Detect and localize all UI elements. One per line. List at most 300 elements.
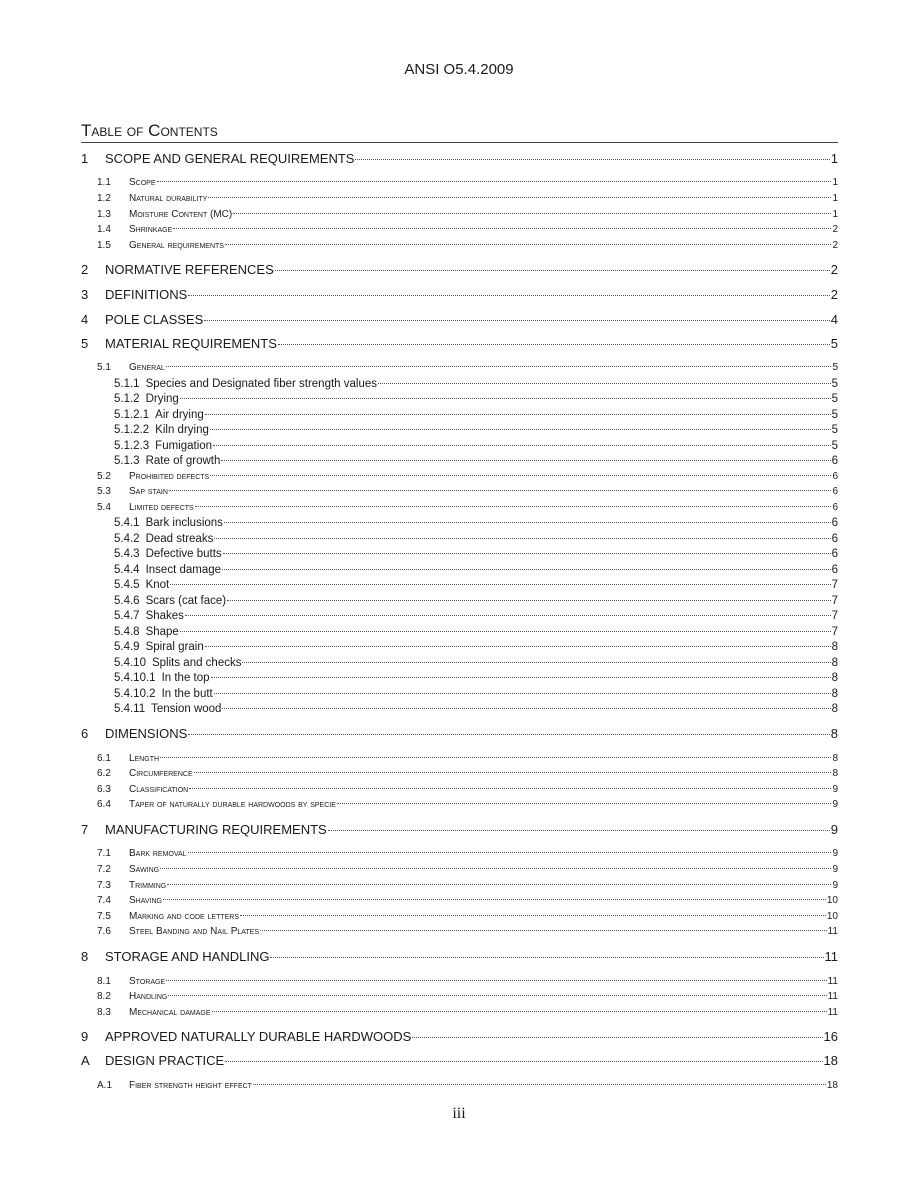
toc-dot-leader xyxy=(205,646,831,647)
toc-dot-leader xyxy=(223,553,831,554)
toc-entry-label xyxy=(114,593,226,609)
toc-entry-page: 8 xyxy=(831,688,838,700)
toc-entry-page: 6 xyxy=(831,564,838,576)
toc-entry-page: 8 xyxy=(832,768,838,779)
toc-entry-page: 10 xyxy=(826,895,838,906)
toc-entry-page: 7 xyxy=(831,626,838,638)
toc-entry-text: In the butt xyxy=(161,688,213,700)
toc-entry-page: 1 xyxy=(832,177,838,188)
toc-entry[interactable] xyxy=(81,336,838,352)
toc-entry[interactable] xyxy=(114,670,838,686)
toc-entry-page: 5 xyxy=(831,440,838,452)
toc-dot-leader xyxy=(205,414,831,415)
toc-entry-label xyxy=(97,191,207,207)
toc-entry-label xyxy=(97,222,172,238)
toc-entry-number: 8.3 xyxy=(97,1007,111,1018)
toc-entry-text: Scope xyxy=(129,177,156,188)
toc-entry[interactable] xyxy=(114,407,838,423)
toc-entry-text: NORMATIVE REFERENCES xyxy=(105,262,274,277)
toc-entry-text: Marking and code letters xyxy=(129,911,240,922)
toc-entry[interactable] xyxy=(97,191,838,207)
toc-entry-number: 5.4.8 xyxy=(114,626,140,638)
toc-entry[interactable] xyxy=(114,686,838,702)
toc-entry-text: Shaving xyxy=(129,895,162,906)
toc-dot-leader xyxy=(204,320,829,321)
toc-dot-leader xyxy=(195,506,832,507)
toc-entry-page: 7 xyxy=(831,595,838,607)
toc-entry-number: 5.4.6 xyxy=(114,595,140,607)
toc-entry-label xyxy=(114,686,213,702)
toc-dot-leader xyxy=(167,884,831,885)
toc-entry-text: Shakes xyxy=(145,610,184,622)
toc-entry-page: 11 xyxy=(827,976,838,987)
toc-dot-leader xyxy=(189,788,831,789)
toc-entry-page: 7 xyxy=(831,610,838,622)
toc-dot-leader xyxy=(212,1011,827,1012)
toc-entry-number: 5.1.3 xyxy=(114,455,140,467)
toc-dot-leader xyxy=(169,490,832,491)
toc-entry[interactable] xyxy=(97,1078,838,1094)
toc-entry-page: 5 xyxy=(831,378,838,390)
toc-entry-text: Limited defects xyxy=(129,502,194,513)
toc-entry-number: 7.2 xyxy=(97,864,111,875)
toc-entry-page: 9 xyxy=(832,880,838,891)
toc-entry[interactable] xyxy=(97,766,838,782)
toc-entry[interactable] xyxy=(114,546,838,562)
toc-entry[interactable] xyxy=(114,531,838,547)
document-header: ANSI O5.4.2009 xyxy=(404,61,514,78)
toc-entry-page: 8 xyxy=(830,726,838,741)
toc-entry-page: 6 xyxy=(831,548,838,560)
toc-dot-leader xyxy=(157,181,832,182)
toc-entry[interactable] xyxy=(81,287,838,303)
toc-entry-text: Spiral grain xyxy=(145,641,204,653)
toc-dot-leader xyxy=(213,445,831,446)
toc-entry-page: 8 xyxy=(831,641,838,653)
toc-entry-label xyxy=(114,670,210,686)
toc-entry-text: SCOPE AND GENERAL REQUIREMENTS xyxy=(105,151,355,166)
toc-entry[interactable] xyxy=(97,360,838,376)
toc-entry-label xyxy=(81,822,327,838)
toc-entry-label xyxy=(97,846,187,862)
toc-entry-number: 5.4.10.2 xyxy=(114,688,156,700)
toc-entry-label xyxy=(97,974,165,990)
toc-dot-leader xyxy=(185,615,831,616)
toc-entry-text: Sap stain xyxy=(129,486,168,497)
toc-entry[interactable] xyxy=(97,862,838,878)
toc-entry-number: 6.1 xyxy=(97,753,111,764)
toc-entry-page: 9 xyxy=(832,784,838,795)
toc-entry-label xyxy=(97,782,188,798)
toc-entry[interactable] xyxy=(114,655,838,671)
toc-entry-number: 5.4.11 xyxy=(114,703,146,715)
toc-entry-page: 6 xyxy=(832,502,838,513)
toc-entry-number: A xyxy=(81,1053,90,1068)
toc-entry-number: 1.3 xyxy=(97,209,111,220)
toc-entry-label xyxy=(114,422,209,438)
toc-entry-page: 5 xyxy=(832,362,838,373)
toc-entry[interactable] xyxy=(97,175,838,191)
toc-entry-number: 1.2 xyxy=(97,193,111,204)
toc-entry[interactable] xyxy=(114,608,838,624)
toc-entry-text: Species and Designated fiber strength values xyxy=(145,378,377,390)
toc-entry[interactable] xyxy=(81,726,838,742)
toc-dot-leader xyxy=(211,677,831,678)
toc-entry-text: Natural durability xyxy=(129,193,208,204)
toc-entry[interactable] xyxy=(114,438,838,454)
toc-entry-text: Insect damage xyxy=(145,564,222,576)
toc-entry-text: Storage xyxy=(129,976,166,987)
toc-title: Table of Contents xyxy=(81,121,218,140)
toc-entry-page: 18 xyxy=(823,1053,838,1068)
toc-entry[interactable] xyxy=(97,222,838,238)
toc-entry[interactable] xyxy=(81,822,838,838)
toc-entry-page: 5 xyxy=(831,409,838,421)
toc-entry-number: 5.1.2.2 xyxy=(114,424,150,436)
toc-entry-text: In the top xyxy=(161,672,210,684)
toc-entry-label xyxy=(114,438,212,454)
toc-entry-number: 5.4.1 xyxy=(114,517,140,529)
toc-entry-page: 2 xyxy=(830,262,838,277)
toc-entry-page: 11 xyxy=(827,926,838,937)
toc-entry-label xyxy=(114,546,222,562)
toc-entry-page: 10 xyxy=(826,911,838,922)
toc-entry-text: Sawing xyxy=(129,864,160,875)
toc-dot-leader xyxy=(180,631,831,632)
toc-entry[interactable] xyxy=(81,151,838,167)
toc-entry-label xyxy=(97,1005,211,1021)
toc-entry-number: 2 xyxy=(81,262,89,277)
toc-entry-text: Handling xyxy=(129,991,168,1002)
toc-entry-label xyxy=(97,766,193,782)
toc-entry-text: General xyxy=(129,362,165,373)
toc-entry-page: 11 xyxy=(827,991,838,1002)
toc-dot-leader xyxy=(160,868,831,869)
toc-entry[interactable] xyxy=(81,312,838,328)
toc-entry-page: 5 xyxy=(831,424,838,436)
toc-entry-page: 9 xyxy=(832,799,838,810)
toc-entry-label xyxy=(97,360,165,376)
toc-entry-text: Kiln drying xyxy=(155,424,209,436)
toc-entry-number: 1 xyxy=(81,151,89,166)
toc-entry-page: 16 xyxy=(823,1029,838,1044)
toc-entry-label xyxy=(114,515,223,531)
toc-entry[interactable] xyxy=(97,207,838,223)
toc-entry-text: DESIGN PRACTICE xyxy=(105,1053,225,1068)
toc-dot-leader xyxy=(221,460,830,461)
toc-entry-label xyxy=(97,207,232,223)
toc-entry-number: 1.1 xyxy=(97,177,111,188)
toc-entry-label xyxy=(114,701,221,717)
toc-entry-text: Drying xyxy=(145,393,179,405)
toc-entry[interactable] xyxy=(97,878,838,894)
toc-entry-number: 8 xyxy=(81,949,89,964)
toc-entry-number: 6 xyxy=(81,726,89,741)
toc-entry-label xyxy=(81,1029,411,1045)
toc-entry-label xyxy=(97,924,259,940)
toc-entry-text: Shape xyxy=(145,626,179,638)
toc-entry[interactable] xyxy=(97,797,838,813)
toc-entry[interactable] xyxy=(81,949,838,965)
toc-entry[interactable] xyxy=(97,924,838,940)
toc-dot-leader xyxy=(260,930,827,931)
toc-entry-number: 1.4 xyxy=(97,224,111,235)
toc-entry[interactable] xyxy=(114,562,838,578)
toc-entry-page: 5 xyxy=(831,393,838,405)
toc-entry-label xyxy=(81,151,354,167)
toc-entry-text: Fiber strength height effect xyxy=(129,1080,252,1091)
toc-entry-number: 4 xyxy=(81,312,89,327)
toc-entry-label xyxy=(81,262,274,278)
toc-entry-label xyxy=(81,726,187,742)
toc-entry[interactable] xyxy=(114,701,838,717)
toc-entry-label xyxy=(97,862,159,878)
toc-entry-label xyxy=(97,989,167,1005)
toc-entry-text: Knot xyxy=(145,579,170,591)
toc-entry[interactable] xyxy=(114,422,838,438)
toc-dot-leader xyxy=(328,830,830,831)
toc-entry-page: 11 xyxy=(824,949,838,964)
toc-entry-number: 7.4 xyxy=(97,895,111,906)
toc-entry-number: 5.4.3 xyxy=(114,548,140,560)
toc-entry-text: Circumference xyxy=(129,768,193,779)
toc-entry-page: 9 xyxy=(830,822,838,837)
toc-entry[interactable] xyxy=(81,1053,838,1069)
toc-dot-leader xyxy=(378,383,831,384)
toc-dot-leader xyxy=(188,734,829,735)
toc-entry-page: 2 xyxy=(830,287,838,302)
toc-entry-number: 6.3 xyxy=(97,784,111,795)
toc-entry-number: 5.1.2 xyxy=(114,393,140,405)
toc-entry-page: 6 xyxy=(831,455,838,467)
toc-dot-leader xyxy=(355,159,829,160)
toc-entry-text: Steel Banding and Nail Plates xyxy=(129,926,260,937)
toc-entry-page: 2 xyxy=(832,240,838,251)
toc-dot-leader xyxy=(222,708,830,709)
toc-dot-leader xyxy=(210,429,831,430)
toc-entry-number: 7.5 xyxy=(97,911,111,922)
toc-entry[interactable] xyxy=(97,909,838,925)
toc-dot-leader xyxy=(208,197,831,198)
toc-entry[interactable] xyxy=(97,893,838,909)
toc-entry-label xyxy=(81,336,277,352)
toc-entry-text: Moisture Content (MC) xyxy=(129,209,233,220)
toc-entry-page: 9 xyxy=(832,864,838,875)
toc-entry-page: 8 xyxy=(832,753,838,764)
toc-entry[interactable] xyxy=(97,469,838,485)
toc-entry-number: 8.2 xyxy=(97,991,111,1002)
toc-entry[interactable] xyxy=(97,974,838,990)
toc-entry-text: Trimming xyxy=(129,880,167,891)
toc-entry-label xyxy=(97,484,168,500)
toc-entry-number: 5.4.5 xyxy=(114,579,140,591)
toc-dot-leader xyxy=(194,772,832,773)
toc-dot-leader xyxy=(188,852,832,853)
toc-entry-number: 5.4.10.1 xyxy=(114,672,156,684)
toc-entry[interactable] xyxy=(97,846,838,862)
toc-dot-leader xyxy=(180,398,831,399)
toc-entry-text: DEFINITIONS xyxy=(105,287,188,302)
toc-entry-text: Rate of growth xyxy=(145,455,221,467)
toc-entry-number: 5.1.2.1 xyxy=(114,409,150,421)
toc-dot-leader xyxy=(188,295,829,296)
toc-entry-label xyxy=(97,500,194,516)
toc-entry-label xyxy=(97,238,224,254)
toc-entry-label xyxy=(114,531,213,547)
toc-entry-page: 5 xyxy=(830,336,838,351)
toc-entry-text: Bark removal xyxy=(129,848,187,859)
toc-entry[interactable] xyxy=(114,515,838,531)
toc-entry[interactable] xyxy=(97,751,838,767)
toc-dot-leader xyxy=(166,366,832,367)
toc-entry-text: Defective butts xyxy=(145,548,222,560)
toc-entry-page: 7 xyxy=(831,579,838,591)
toc-dot-leader xyxy=(166,980,827,981)
toc-entry-page: 8 xyxy=(831,703,838,715)
toc-dot-leader xyxy=(412,1037,822,1038)
toc-entry-label xyxy=(97,893,162,909)
toc-entry-page: 8 xyxy=(831,672,838,684)
toc-entry-number: 5.4.7 xyxy=(114,610,140,622)
toc-dot-leader xyxy=(214,693,831,694)
toc-entry-text: Length xyxy=(129,753,160,764)
toc-entry-label xyxy=(114,376,377,392)
toc-entry-number: 5.4.9 xyxy=(114,641,140,653)
toc-entry-text: Splits and checks xyxy=(151,657,242,669)
toc-entry-text: Prohibited defects xyxy=(129,471,210,482)
toc-entry-label xyxy=(81,312,203,328)
toc-dot-leader xyxy=(270,957,823,958)
toc-entry-label xyxy=(114,624,179,640)
toc-entry[interactable] xyxy=(97,484,838,500)
toc-dot-leader xyxy=(168,995,826,996)
toc-dot-leader xyxy=(160,757,831,758)
toc-entry[interactable] xyxy=(81,262,838,278)
toc-dot-leader xyxy=(163,899,826,900)
toc-entry-page: 9 xyxy=(832,848,838,859)
toc-entry-label xyxy=(97,878,166,894)
toc-entry-page: 6 xyxy=(832,486,838,497)
toc-entry-page: 18 xyxy=(826,1080,838,1091)
toc-entry-number: 5.2 xyxy=(97,471,111,482)
toc-entry-number: 5.4.10 xyxy=(114,657,146,669)
toc-entry-number: 6.4 xyxy=(97,799,111,810)
toc-entry-number: 5.3 xyxy=(97,486,111,497)
toc-entry-page: 11 xyxy=(827,1007,838,1018)
toc-dot-leader xyxy=(278,344,830,345)
toc-entry-number: 7.6 xyxy=(97,926,111,937)
toc-entry[interactable] xyxy=(114,391,838,407)
toc-entry-text: Dead streaks xyxy=(145,533,214,545)
toc-entry-number: 5.1.2.3 xyxy=(114,440,150,452)
toc-dot-leader xyxy=(240,915,826,916)
toc-entry-text: Shrinkage xyxy=(129,224,173,235)
toc-entry-label xyxy=(97,469,209,485)
toc-entry-number: 3 xyxy=(81,287,89,302)
toc-entry[interactable] xyxy=(81,1029,838,1045)
toc-entry[interactable] xyxy=(114,639,838,655)
toc-entry-label xyxy=(81,287,187,303)
toc-entry-label xyxy=(114,639,204,655)
toc-entry[interactable] xyxy=(114,376,838,392)
toc-dot-leader xyxy=(253,1084,826,1085)
toc-entry-label xyxy=(114,608,184,624)
toc-entry[interactable] xyxy=(114,453,838,469)
toc-entry[interactable] xyxy=(97,238,838,254)
toc-entry-label xyxy=(97,1078,252,1094)
toc-entry-page: 6 xyxy=(831,517,838,529)
toc-entry-text: Scars (cat face) xyxy=(145,595,227,607)
toc-dot-leader xyxy=(170,584,830,585)
toc-dot-leader xyxy=(227,600,830,601)
toc-entry-label xyxy=(114,391,179,407)
toc-entry[interactable] xyxy=(114,624,838,640)
toc-entry-number: 5.1.1 xyxy=(114,378,140,390)
toc-dot-leader xyxy=(337,803,832,804)
toc-entry-number: 8.1 xyxy=(97,976,111,987)
toc-entry-label xyxy=(81,1053,224,1069)
toc-entry[interactable] xyxy=(97,1005,838,1021)
toc-entry-label xyxy=(114,562,221,578)
toc-entry-number: 1.5 xyxy=(97,240,111,251)
toc-entry-text: Taper of naturally durable hardwoods by specie xyxy=(129,799,336,810)
toc-entry[interactable] xyxy=(97,500,838,516)
toc-entry[interactable] xyxy=(114,577,838,593)
toc-entry-number: 6.2 xyxy=(97,768,111,779)
toc-entry-page: 4 xyxy=(830,312,838,327)
toc-entry-text: General requirements xyxy=(129,240,224,251)
toc-dot-leader xyxy=(214,538,830,539)
toc-entry-label xyxy=(97,751,159,767)
toc-entry-text: DIMENSIONS xyxy=(105,726,188,741)
toc-entry-number: 5.4 xyxy=(97,502,111,513)
toc-entry-label xyxy=(97,797,336,813)
toc-entry-text: Fumigation xyxy=(155,440,213,452)
toc-entry-number: 7.3 xyxy=(97,880,111,891)
toc-entry[interactable] xyxy=(97,782,838,798)
toc-entry-page: 6 xyxy=(831,533,838,545)
toc-entry-number: A.1 xyxy=(97,1080,113,1091)
toc-entry-page: 6 xyxy=(832,471,838,482)
toc-dot-leader xyxy=(275,270,830,271)
toc-dot-leader xyxy=(225,1061,822,1062)
toc-entry-text: STORAGE AND HANDLING xyxy=(105,949,270,964)
toc-entry-text: Mechanical damage xyxy=(129,1007,211,1018)
toc-entry-label xyxy=(97,909,239,925)
toc-entry[interactable] xyxy=(114,593,838,609)
toc-entry-text: APPROVED NATURALLY DURABLE HARDWOODS xyxy=(105,1029,412,1044)
footer-page-number: iii xyxy=(452,1105,466,1122)
toc-entry-label xyxy=(114,655,241,671)
toc-entry-label xyxy=(114,577,169,593)
toc-entry-number: 5.4.4 xyxy=(114,564,140,576)
toc-entry-number: 5.1 xyxy=(97,362,111,373)
toc-entry-text: Bark inclusions xyxy=(145,517,223,529)
toc-entry-number: 5.4.2 xyxy=(114,533,140,545)
toc-dot-leader xyxy=(224,522,831,523)
toc-entry-label xyxy=(81,949,269,965)
toc-entry-text: Tension wood xyxy=(151,703,222,715)
toc-entry-number: 7 xyxy=(81,822,89,837)
toc-entry-text: Air drying xyxy=(155,409,204,421)
toc-entry-label xyxy=(97,175,156,191)
toc-dot-leader xyxy=(225,244,831,245)
toc-dot-leader xyxy=(173,228,831,229)
toc-entry-number: 9 xyxy=(81,1029,89,1044)
toc-entry[interactable] xyxy=(97,989,838,1005)
toc-entry-number: 5 xyxy=(81,336,89,351)
toc-entry-page: 2 xyxy=(832,224,838,235)
